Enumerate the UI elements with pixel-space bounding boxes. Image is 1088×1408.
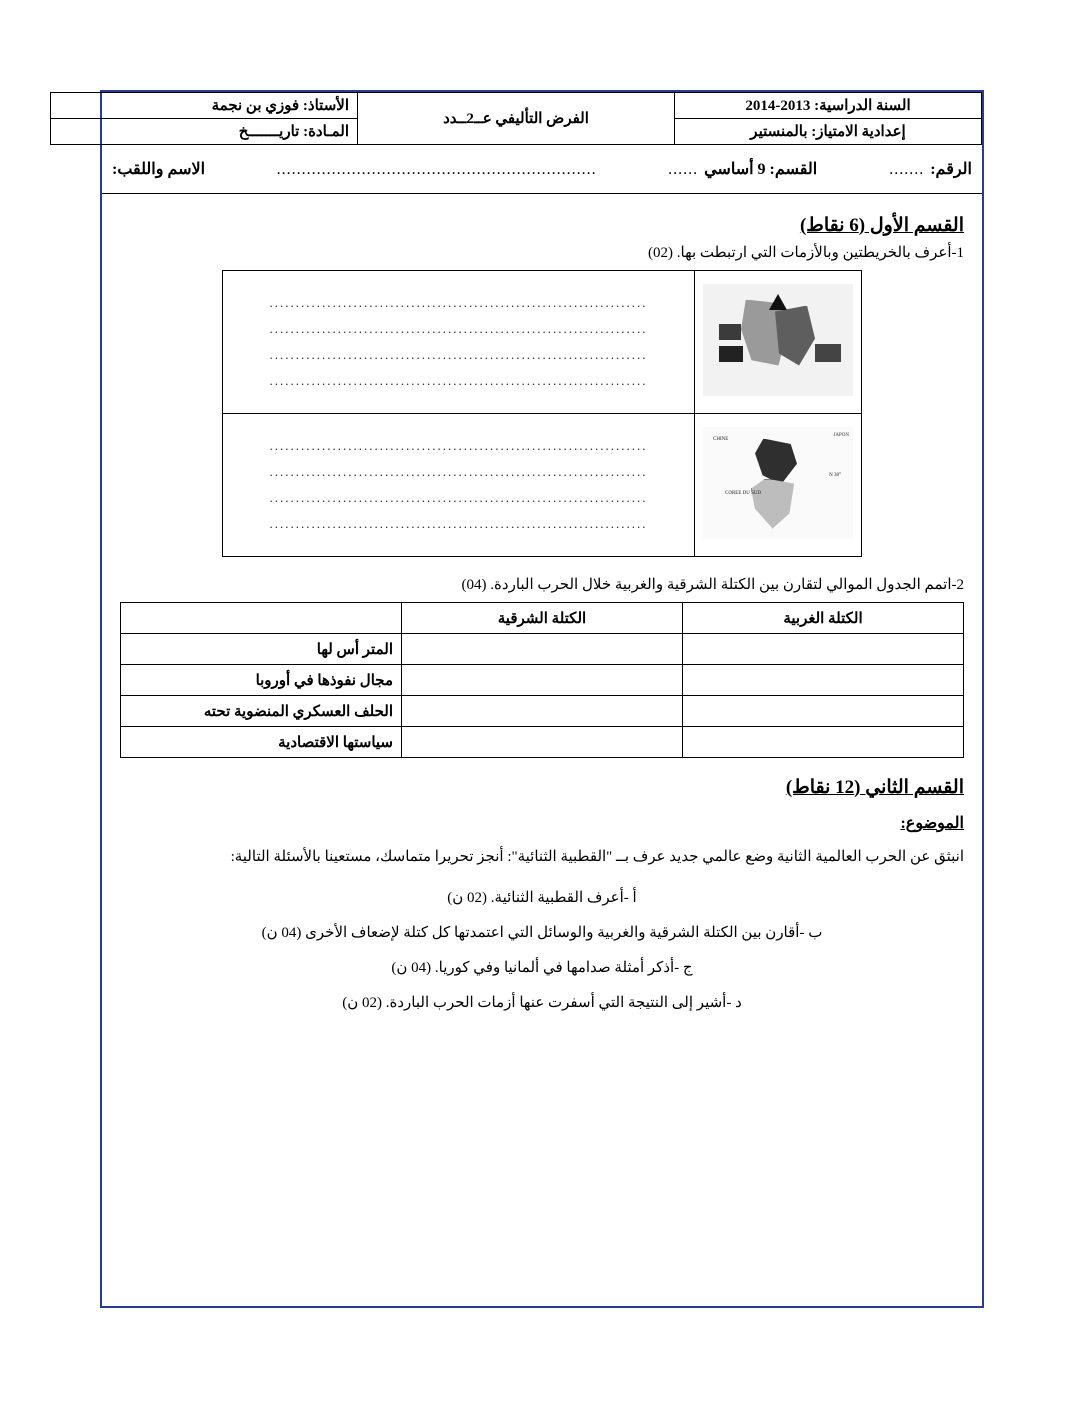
table-row	[121, 634, 964, 665]
dash-line[interactable]: ........................................................................	[269, 464, 648, 479]
answer-lines-2[interactable]	[223, 414, 695, 557]
dash-line[interactable]: ........................................................................	[269, 295, 648, 310]
dash-line[interactable]: ........................................................................	[269, 373, 648, 388]
school-cell	[675, 119, 982, 145]
school-year-text: السنة الدراسية: 2013-2014	[745, 98, 911, 114]
school-text: إعدادية الامتياز: بالمنستير	[750, 124, 906, 140]
subject-text: المـادة: تاريـــــــخ	[238, 124, 349, 140]
class-label: القسم: 9 أساسي	[704, 161, 818, 178]
map-cell-korea	[695, 414, 862, 557]
table-row	[223, 414, 862, 557]
section1-title: القسم الأول (6 نقاط)	[799, 215, 964, 236]
dash-line[interactable]: ........................................................................	[269, 516, 648, 531]
exam-body	[102, 194, 982, 1038]
school-year-cell	[675, 93, 982, 119]
student-name-label: الاسم واللقب:	[112, 161, 206, 178]
row-label-1: المتر أس لها	[121, 634, 402, 665]
cell-west-3[interactable]	[683, 696, 964, 727]
student-number-label: الرقم:	[930, 161, 972, 178]
student-identity-row	[102, 145, 982, 194]
answer-lines-1[interactable]	[223, 271, 695, 414]
korea-division-map-icon	[703, 427, 853, 539]
student-number-field[interactable]: .......	[889, 161, 925, 178]
row-label-2: مجال نفوذها في أوروبا	[121, 665, 402, 696]
korea-label-38n: 38° N	[829, 472, 841, 478]
table-row	[121, 696, 964, 727]
table-header-row	[121, 603, 964, 634]
cell-east-2[interactable]	[402, 665, 683, 696]
sub-question-a: أ -أعرف القطبية الثنائية. (02 ن)	[447, 889, 637, 906]
germany-division-map-icon	[703, 284, 853, 396]
cell-east-3[interactable]	[402, 696, 683, 727]
sub-question-b: ب -أقارن بين الكتلة الشرقية والغربية والوسائل التي اعتمدتها كل كتلة لإضعاف الأخرى (04 ن)	[261, 924, 823, 941]
question-2-text: 2-اتمم الجدول الموالي لتقارن بين الكتلة الشرقية والغربية خلال الحرب الباردة. (04)	[461, 577, 964, 593]
teacher-text: الأستاذ: فوزي بن نجمة	[211, 98, 349, 114]
section2-title: القسم الثاني (12 نقاط)	[785, 777, 964, 798]
cell-west-1[interactable]	[683, 634, 964, 665]
col-header-east: الكتلة الشرقية	[402, 603, 683, 634]
col-header-criteria	[121, 603, 402, 634]
comparison-table	[120, 602, 964, 758]
row-label-3: الحلف العسكري المنضوية تحته	[121, 696, 402, 727]
teacher-cell	[51, 93, 358, 119]
question-1-block	[120, 243, 964, 557]
section2-block	[120, 776, 964, 1012]
cell-east-1[interactable]	[402, 634, 683, 665]
table-row	[223, 271, 862, 414]
sub-question-c: ج -أذكر أمثلة صدامها في ألمانيا وفي كوريا. (04 ن)	[391, 959, 693, 976]
student-name-field[interactable]: ................................................................	[276, 161, 597, 178]
exam-page	[100, 90, 984, 1308]
table-row	[121, 665, 964, 696]
maps-answer-table	[222, 270, 862, 557]
exam-title-text: الفرض التأليفي عــ2ــدد	[443, 111, 589, 127]
dash-line[interactable]: ........................................................................	[269, 438, 648, 453]
cell-west-2[interactable]	[683, 665, 964, 696]
cell-west-4[interactable]	[683, 727, 964, 758]
subject-cell	[51, 119, 358, 145]
dash-line[interactable]: ........................................................................	[269, 347, 648, 362]
col-header-west: الكتلة الغربية	[683, 603, 964, 634]
sub-question-d: د -أشير إلى النتيجة التي أسفرت عنها أزمات الحرب الباردة. (02 ن)	[342, 994, 742, 1011]
row-label-4: سياستها الاقتصادية	[121, 727, 402, 758]
korea-label-coree-sud: COREE DU SUD	[725, 490, 762, 496]
table-row	[121, 727, 964, 758]
dash-line[interactable]: ........................................................................	[269, 321, 648, 336]
dash-line[interactable]: ........................................................................	[269, 490, 648, 505]
map-cell-germany	[695, 271, 862, 414]
exam-header-table	[50, 92, 982, 145]
cell-east-4[interactable]	[402, 727, 683, 758]
question-1-text: 1-أعرف بالخريطتين وبالأزمات التي ارتبطت بها. (02)	[648, 245, 964, 261]
korea-label-chine: CHINE	[713, 436, 729, 442]
korea-label-japon: JAPON	[833, 432, 849, 438]
class-field[interactable]: ......	[668, 161, 699, 178]
subject-paragraph: انبثق عن الحرب العالمية الثانية وضع عالمي جديد عرف بــ "القطبية الثنائية": أنجز تحريرا متماسك، مستعينا بالأسئلة التالية:	[230, 849, 964, 865]
subject-heading: الموضوع:	[900, 815, 964, 832]
exam-title-cell	[358, 93, 675, 145]
